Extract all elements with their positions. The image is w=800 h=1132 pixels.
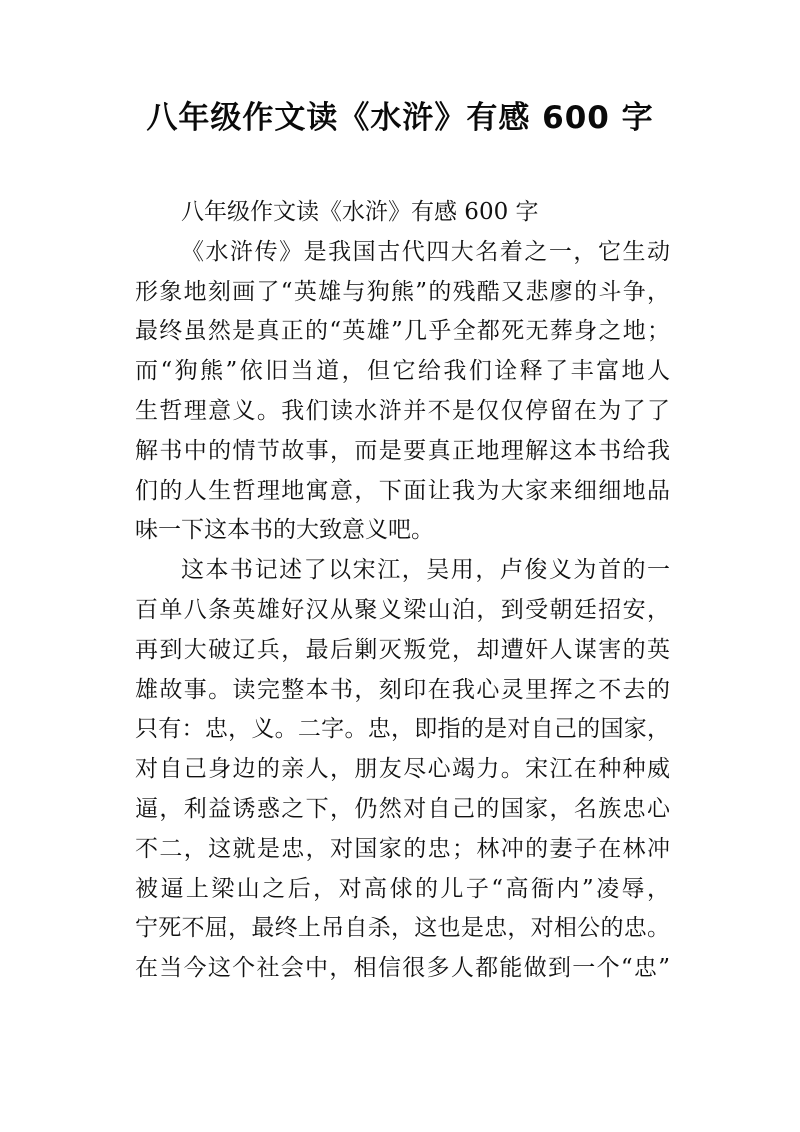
paragraph-2-line: 逼，利益诱惑之下，仍然对自己的国家，名族忠心 [135,795,670,822]
paragraph-2-line: 不二，这就是忠，对国家的忠；林冲的妻子在林冲 [135,835,670,862]
paragraph-2-line: 百单八条英雄好汉从聚义梁山泊，到受朝廷招安， [135,596,670,623]
paragraph-1-line: 而“狗熊”依旧当道，但它给我们诠释了丰富地人 [135,358,670,385]
paragraph-1-line: 味一下这本书的大致意义吧。 [135,517,434,544]
paragraph-2-line: 只有：忠，义。二字。忠，即指的是对自己的国家， [135,716,670,743]
paragraph-2-line: 再到大破辽兵，最后剿灭叛党，却遭奸人谋害的英 [135,636,670,663]
document-title: 八年级作文读《水浒》有感 600 字 [146,100,654,136]
paragraph-1-line: 《水浒传》是我国古代四大名着之一，它生动 [181,238,670,265]
paragraph-1-line: 生哲理意义。我们读水浒并不是仅仅停留在为了了 [135,397,670,424]
paragraph-2-line: 对自己身边的亲人，朋友尽心竭力。宋江在种种威 [135,756,670,783]
paragraph-2-line: 被逼上梁山之后，对高俅的儿子“高衙内”凌辱， [135,875,670,902]
paragraph-1-line: 们的人生哲理地寓意，下面让我为大家来细细地品 [135,477,670,504]
paragraph-1-line: 解书中的情节故事，而是要真正地理解这本书给我 [135,437,670,464]
paragraph-2-line: 在当今这个社会中，相信很多人都能做到一个“忠” [135,955,670,982]
paragraph-1-line: 最终虽然是真正的“英雄”几乎全都死无葬身之地； [135,318,670,345]
paragraph-2-line: 雄故事。读完整本书，刻印在我心灵里挥之不去的 [135,676,670,703]
paragraph-2-line: 宁死不屈，最终上吊自杀，这也是忠，对相公的忠。 [135,915,670,942]
paragraph-2-line: 这本书记述了以宋江，吴用，卢俊义为首的一 [181,557,670,584]
paragraph-1-line: 形象地刻画了“英雄与狗熊”的残酷又悲廖的斗争， [135,278,670,305]
document-body [135,193,670,989]
document-subtitle: 八年级作文读《水浒》有感 600 字 [181,199,539,225]
